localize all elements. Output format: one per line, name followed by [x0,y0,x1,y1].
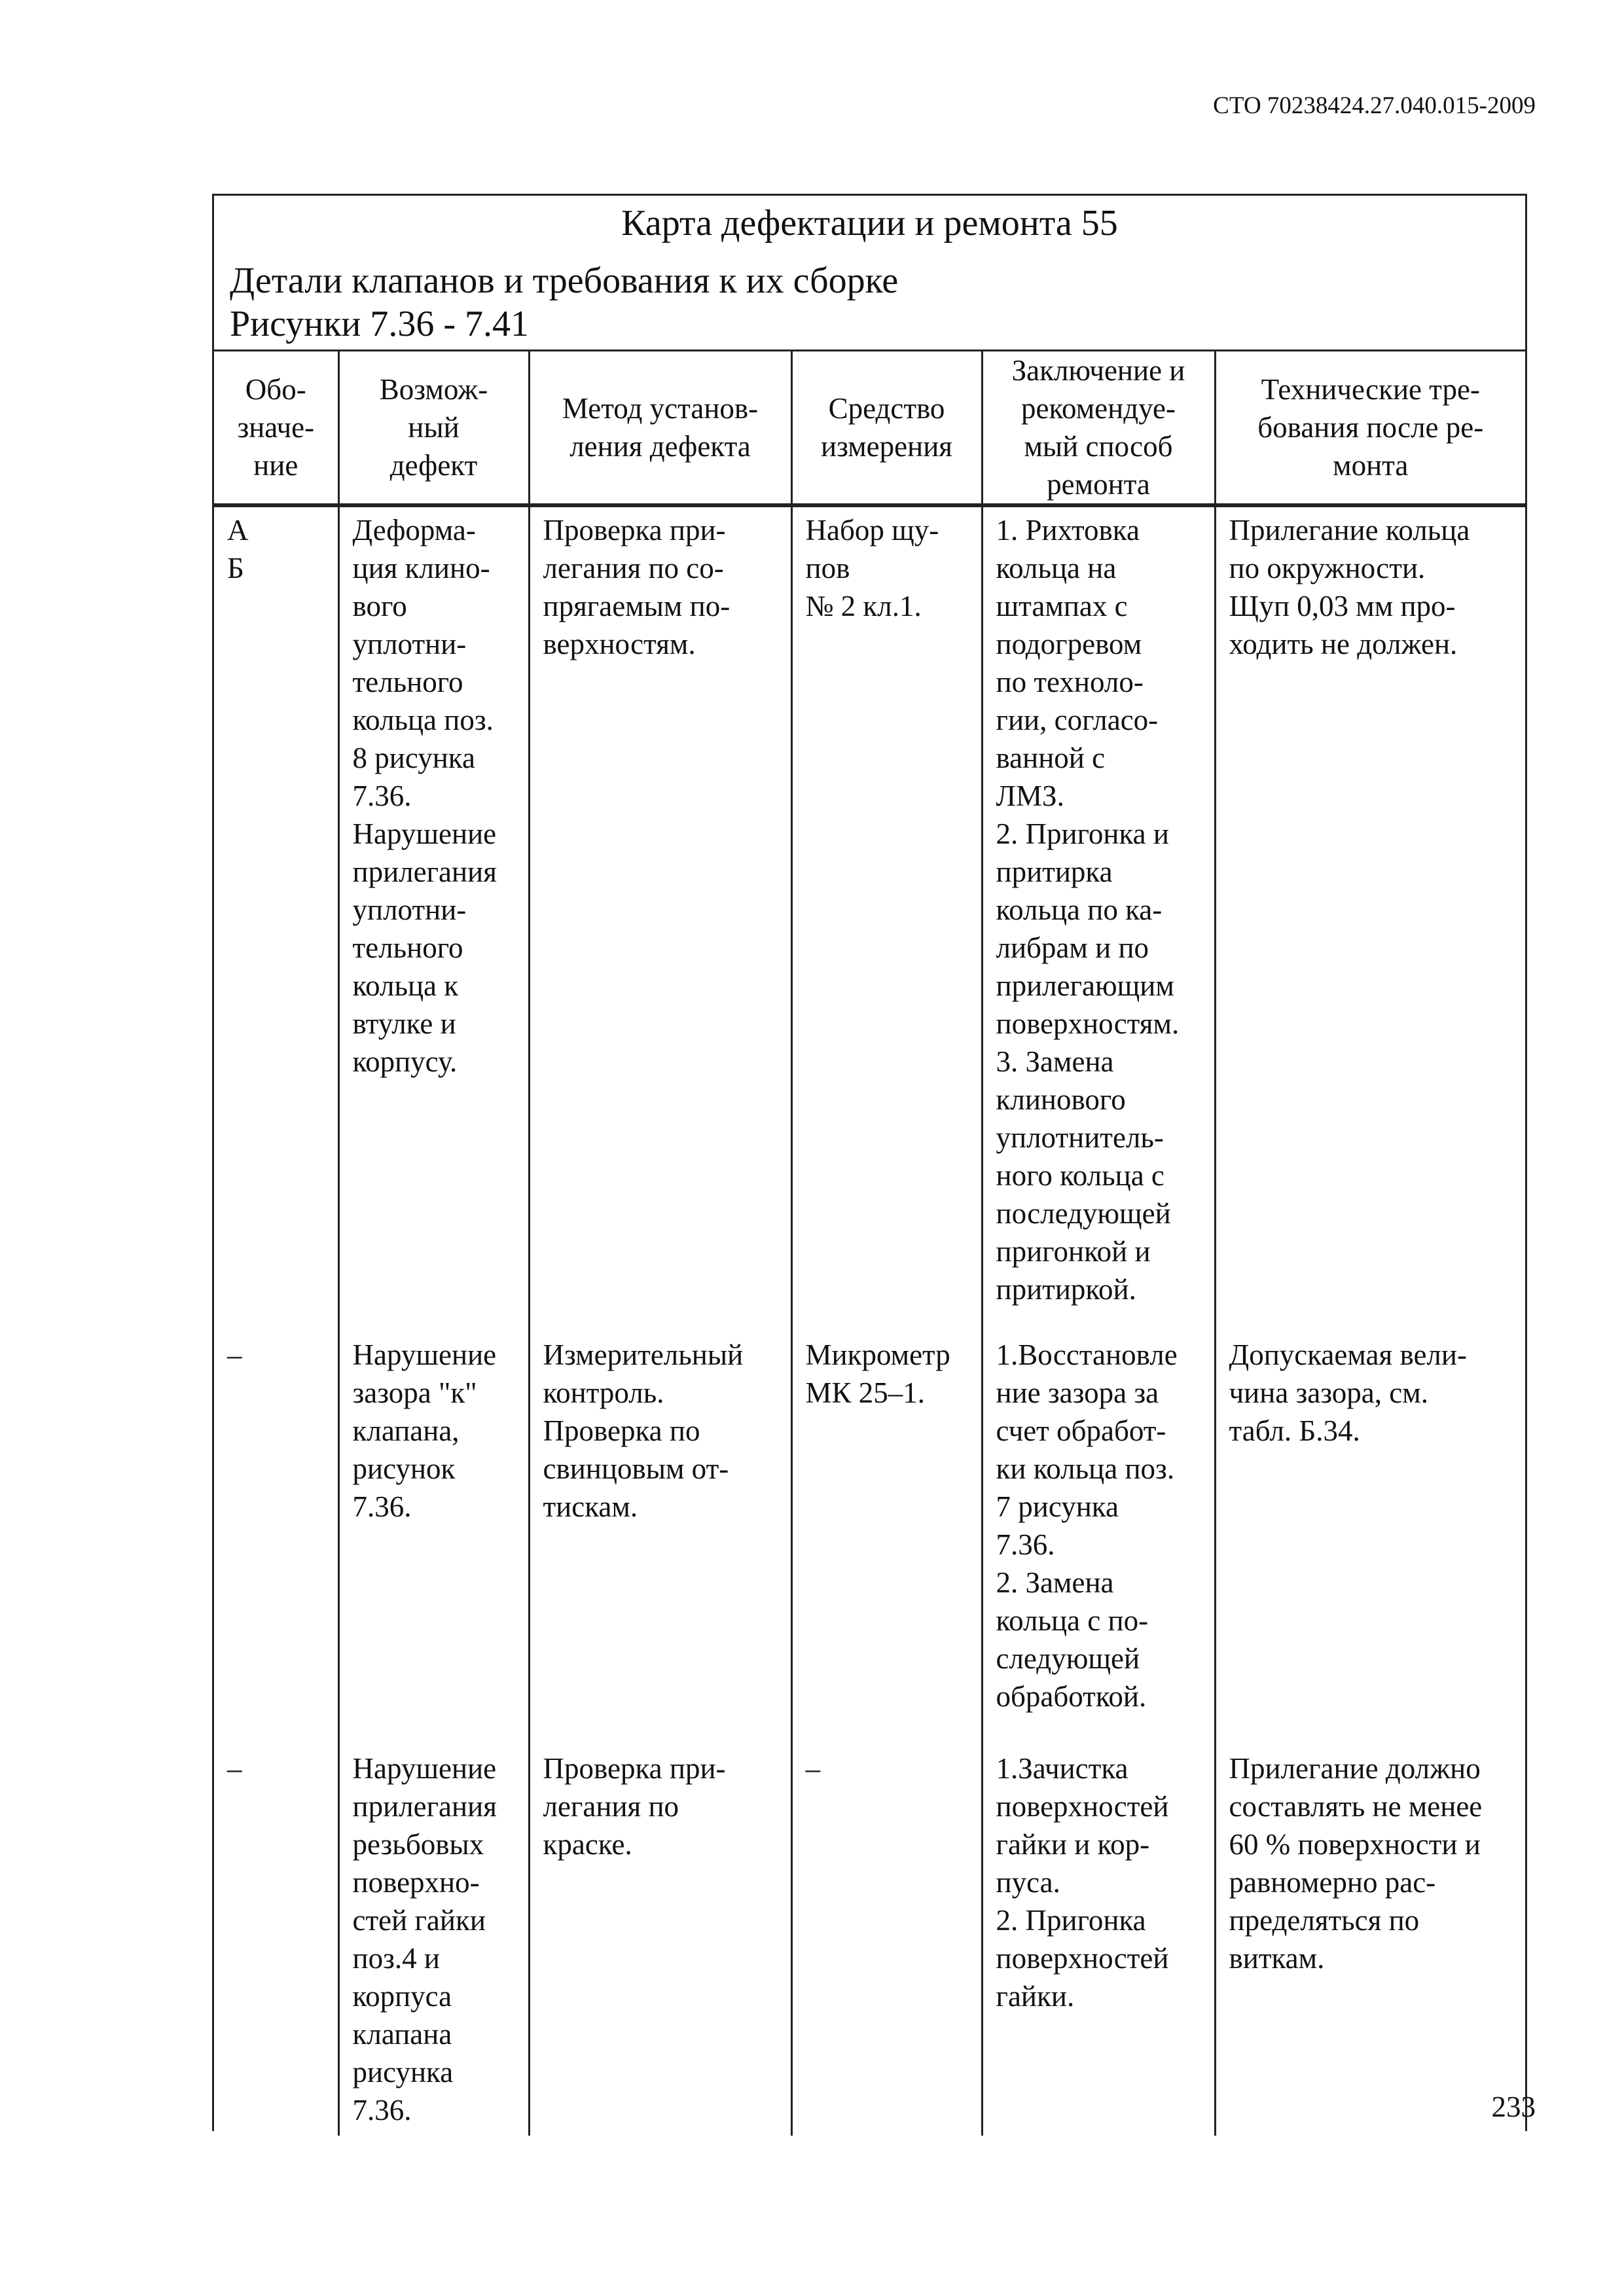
header-method: Метод установ- ления дефекта [529,351,791,505]
cell-tool: – [791,1746,982,2136]
cell-repair: 1. Рихтовка кольца на штампах с подогревом по техноло- гии, согласо- ванной с ЛМЗ. 2. Пригонка и притирка кольца по ка- либрам и по прилегающим поверхностям. 3. Замена клинового уплотнитель- ного кольца с последующей пригонкой и притиркой. [982,505,1215,1332]
header-defect: Возмож- ный дефект [338,351,529,505]
cell-requirements: Прилегание должно составлять не менее 60 % поверхности и равномерно рас- пределяться по виткам. [1229,1752,1483,1975]
header-tool: Средство измерения [791,351,982,505]
cell-designation: А Б [214,505,338,1332]
cell-repair: 1.Восстановле ние зазора за счет обработ- ки кольца поз. 7 рисунка 7.36. 2. Замена кольца с по- следующей обработкой. [982,1332,1215,1746]
cell-method: Проверка при- легания по краске. [529,1746,791,2136]
cell-designation: – [214,1332,338,1746]
card-header [214,196,1525,351]
page-number: 233 [1491,2090,1536,2123]
header-requirements: Технические тре- бования после ре- монта [1215,351,1525,505]
document-code: СТО 70238424.27.040.015-2009 [1213,92,1536,119]
cell-defect: Деформа- ция клино- вого уплотни- тельного кольца поз. 8 рисунка 7.36. Нарушение прилегания уплотни- тельного кольца к втулке и корпусу. [338,505,529,1332]
cell-defect: Нарушение зазора "к" клапана, рисунок 7.36. [338,1332,529,1746]
card-title: Карта дефектации и ремонта 55 [621,203,1118,243]
cell-defect: Нарушение прилегания резьбовых поверхно- стей гайки поз.4 и корпуса клапана рисунка 7.36. [338,1746,529,2136]
header-repair: Заключение и рекомендуе- мый способ ремонта [982,351,1215,505]
table-row [214,1332,1525,1746]
cell-designation: – [214,1746,338,2136]
cell-requirements: Прилегание кольца по окружности. Щуп 0,03 мм про- ходить не должен. [1229,514,1470,660]
cell-method: Измерительный контроль. Проверка по свинцовым от- тискам. [529,1332,791,1746]
cell-tool: Набор щу- пов № 2 кл.1. [791,505,982,1332]
cell-repair: 1.Зачистка поверхностей гайки и кор- пуса. 2. Пригонка поверхностей гайки. [982,1746,1215,2136]
table-row [214,1746,1525,2136]
table-header-row [214,351,1525,505]
cell-requirements: Допускаемая вели- чина зазора, см. табл. Б.34. [1229,1338,1467,1447]
cell-method: Проверка при- легания по со- прягаемым по- верхностям. [529,505,791,1332]
cell-tool: Микрометр МК 25–1. [791,1332,982,1746]
header-designation: Обо- значе- ние [214,351,338,505]
card-subtitle: Детали клапанов и требования к их сборке Рисунки 7.36 - 7.41 [230,260,899,344]
defects-table [214,351,1525,2136]
defect-card [212,194,1527,2131]
table-row [214,505,1525,1332]
